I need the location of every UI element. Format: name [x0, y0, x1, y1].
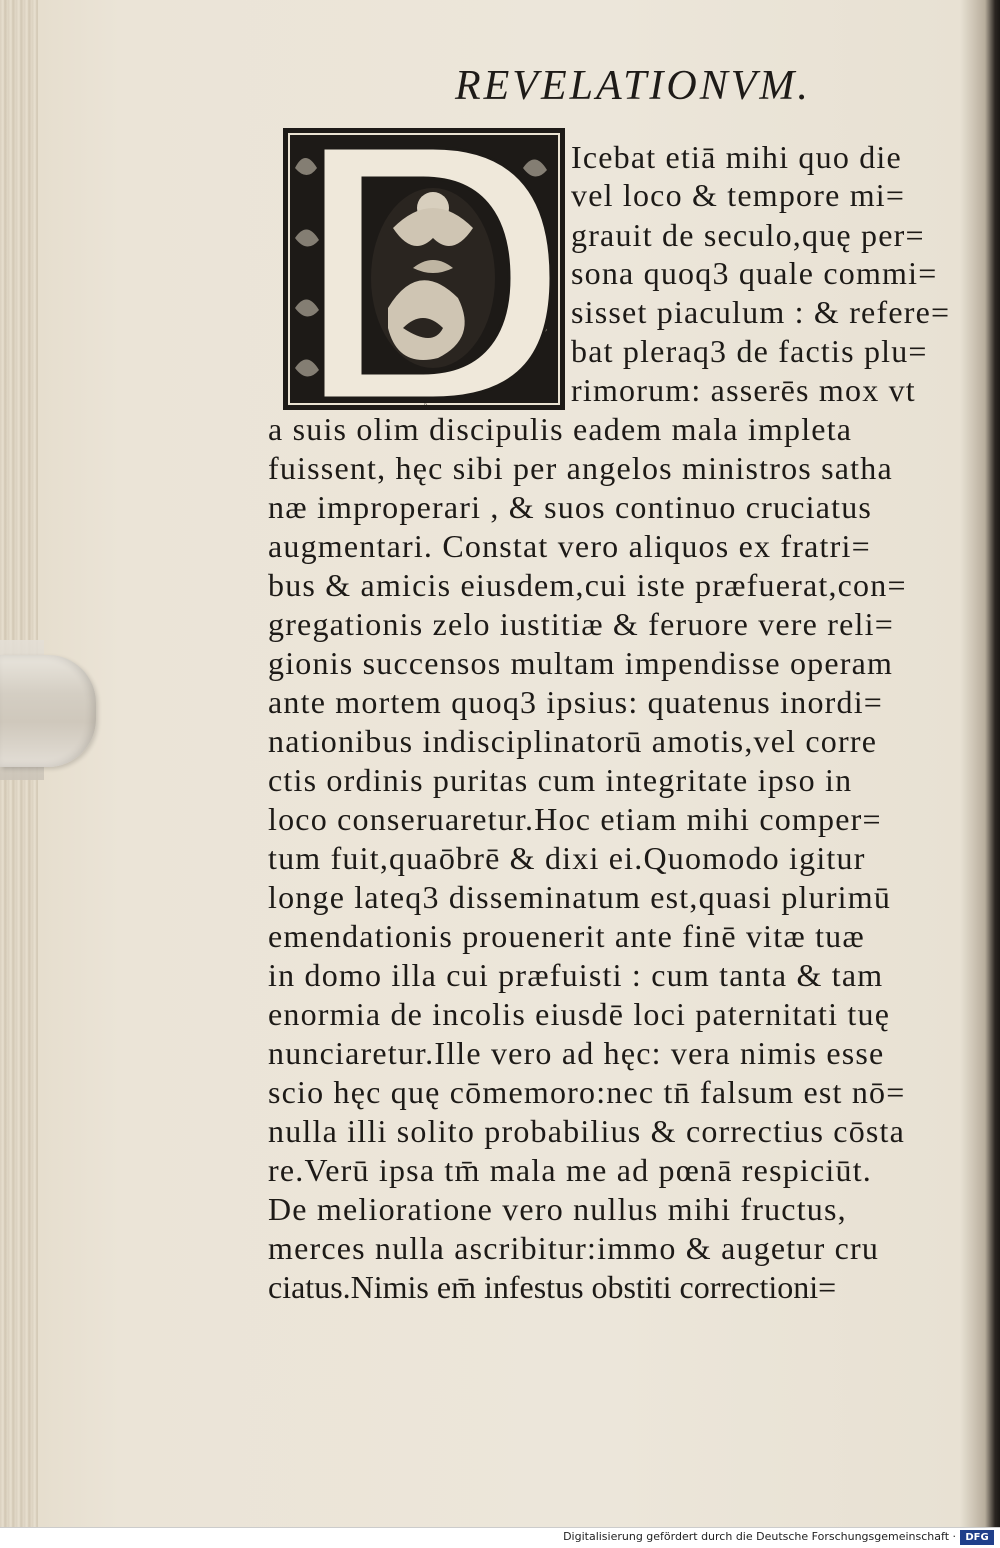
- text-line: Icebat etiā mihi quo die: [571, 139, 902, 175]
- svg-text:D: D: [424, 402, 428, 407]
- footer-bar: [0, 1527, 1000, 1548]
- text-line: nunciaretur.Ille vero ad hęc: vera nimis esse: [268, 1035, 885, 1071]
- text-line: bat pleraq3 de factis plu=: [571, 333, 928, 369]
- text-line: vel loco & tempore mi=: [571, 177, 906, 213]
- text-line: nationibus indisciplinatorū amotis,vel corre: [268, 723, 878, 759]
- page-clip: [0, 655, 96, 767]
- text-line: scio hęc quę cōmemoro:nec tn̄ falsum est nō=: [268, 1074, 906, 1110]
- running-head: REVELATIONVM.: [455, 63, 811, 109]
- dfg-logo[interactable]: DFG: [960, 1530, 994, 1545]
- text-line: rimorum: asserēs mox vt: [571, 372, 916, 408]
- text-line: ciatus.Nimis em̄ infestus obstiti correctioni=: [268, 1269, 837, 1305]
- text-line: loco conseruaretur.Hoc etiam mihi comper=: [268, 801, 882, 837]
- text-line: in domo illa cui præfuisti : cum tanta & tam: [268, 957, 884, 993]
- body-text: [268, 130, 968, 1330]
- text-line: nulla illi solito probabilius & correctius cōsta: [268, 1113, 906, 1149]
- footer-credit: Digitalisierung gefördert durch die Deutsche Forschungsgemeinschaft ·: [563, 1530, 956, 1543]
- text-line: emendationis prouenerit ante finē vitæ tuæ: [268, 918, 865, 954]
- text-line: augmentari. Constat vero aliquos ex fratri=: [268, 528, 871, 564]
- text-line: grauit de seculo,quę per=: [571, 217, 925, 253]
- text-line: a suis olim discipulis eadem mala impleta: [268, 411, 853, 447]
- text-line: merces nulla ascribitur:immo & augetur cru: [268, 1230, 880, 1266]
- text-line: enormia de incolis eiusdē loci paternitati tuę: [268, 996, 891, 1032]
- text-line: ctis ordinis puritas cum integritate ipso in: [268, 762, 853, 798]
- text-line: ante mortem quoq3 ipsius: quatenus inordi=: [268, 684, 884, 720]
- text-line: longe lateq3 disseminatum est,quasi plurimū: [268, 879, 892, 915]
- text-line: sisset piaculum : & refere=: [571, 294, 951, 330]
- text-line: gregationis zelo iustitiæ & feruore vere reli=: [268, 606, 894, 642]
- text-line: bus & amicis eiusdem,cui iste præfuerat,con=: [268, 567, 907, 603]
- text-line: næ improperari , & suos continuo cruciatus: [268, 489, 873, 525]
- text-line: sona quoq3 quale commi=: [571, 255, 938, 291]
- text-line: De melioratione vero nullus mihi fructus,: [268, 1191, 847, 1227]
- text-line: re.Verū ipsa tm̄ mala me ad pœnā respiciūt.: [268, 1152, 872, 1188]
- text-line: fuissent, hęc sibi per angelos ministros satha: [268, 450, 893, 486]
- text-line: gionis succensos multam impendisse operam: [268, 645, 894, 681]
- text-line: tum fuit,quaōbrē & dixi ei.Quomodo igitur: [268, 840, 866, 876]
